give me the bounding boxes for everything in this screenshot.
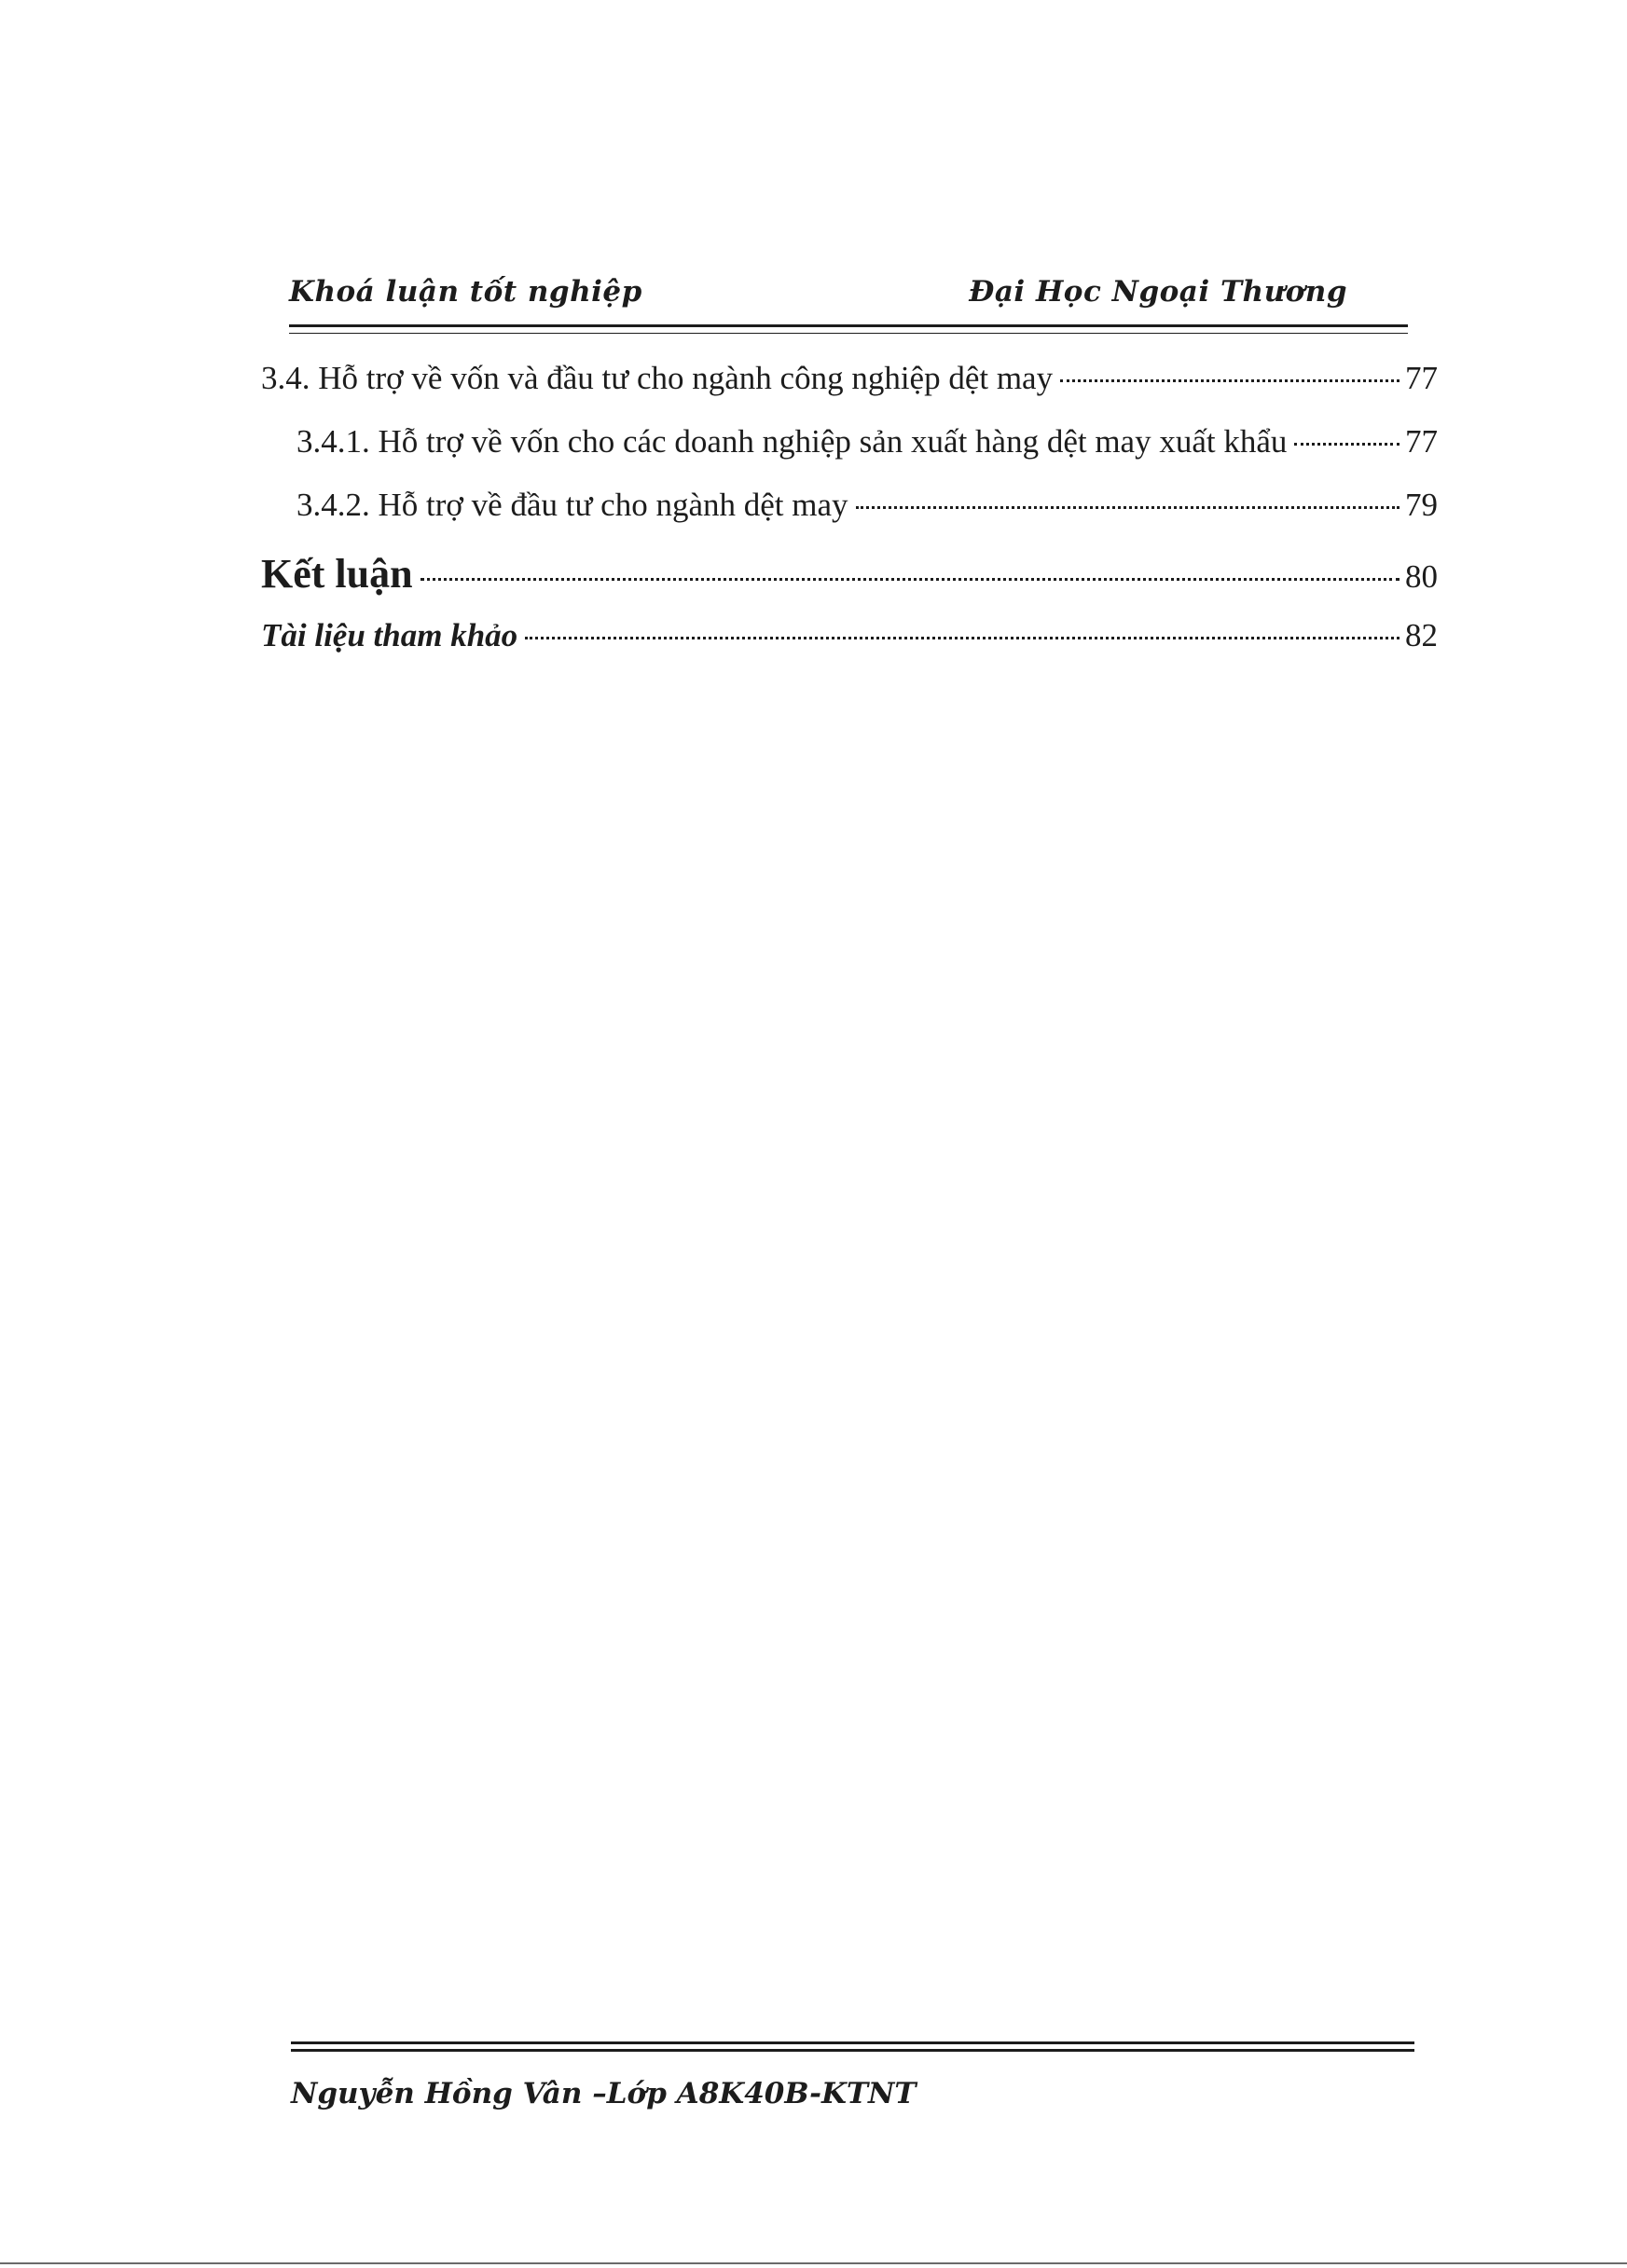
table-of-contents bbox=[261, 360, 1438, 680]
toc-entry-page: 77 bbox=[1405, 423, 1438, 460]
toc-dot-leader bbox=[421, 578, 1399, 581]
toc-entry-page: 79 bbox=[1405, 487, 1438, 523]
toc-entry-label: 3.4.2. Hỗ trợ về đầu tư cho ngành dệt may bbox=[296, 487, 848, 523]
toc-entry-label: Kết luận bbox=[261, 551, 413, 597]
toc-dot-leader bbox=[1294, 443, 1399, 446]
toc-entry-3-4[interactable] bbox=[261, 360, 1438, 423]
toc-entry-conclusion[interactable] bbox=[261, 550, 1438, 617]
toc-entry-3-4-2[interactable] bbox=[261, 487, 1438, 550]
toc-entry-label: 3.4. Hỗ trợ về vốn và đầu tư cho ngành công nghiệp dệt may bbox=[261, 360, 1054, 396]
toc-entry-references[interactable] bbox=[261, 617, 1438, 680]
toc-entry-page: 82 bbox=[1405, 617, 1438, 653]
footer-author-class: Nguyễn Hồng Vân –Lớp A8K40B-KTNT bbox=[291, 2077, 917, 2110]
header-thesis-title: Khoá luận tốt nghiệp bbox=[289, 275, 642, 309]
header-divider bbox=[289, 324, 1408, 334]
toc-dot-leader bbox=[525, 637, 1399, 639]
toc-entry-page: 80 bbox=[1405, 558, 1438, 595]
toc-entry-page: 77 bbox=[1405, 360, 1438, 396]
toc-dot-leader bbox=[856, 506, 1399, 509]
toc-dot-leader bbox=[1060, 379, 1399, 382]
footer-divider bbox=[291, 2041, 1414, 2052]
scan-edge-line bbox=[0, 2262, 1627, 2264]
header-university-name: Đại Học Ngoại Thương bbox=[969, 275, 1347, 309]
toc-entry-label: 3.4.1. Hỗ trợ về vốn cho các doanh nghiệp sản xuất hàng dệt may xuất khẩu bbox=[296, 423, 1288, 460]
toc-entry-3-4-1[interactable] bbox=[261, 423, 1438, 487]
toc-entry-label: Tài liệu tham khảo bbox=[261, 617, 518, 653]
